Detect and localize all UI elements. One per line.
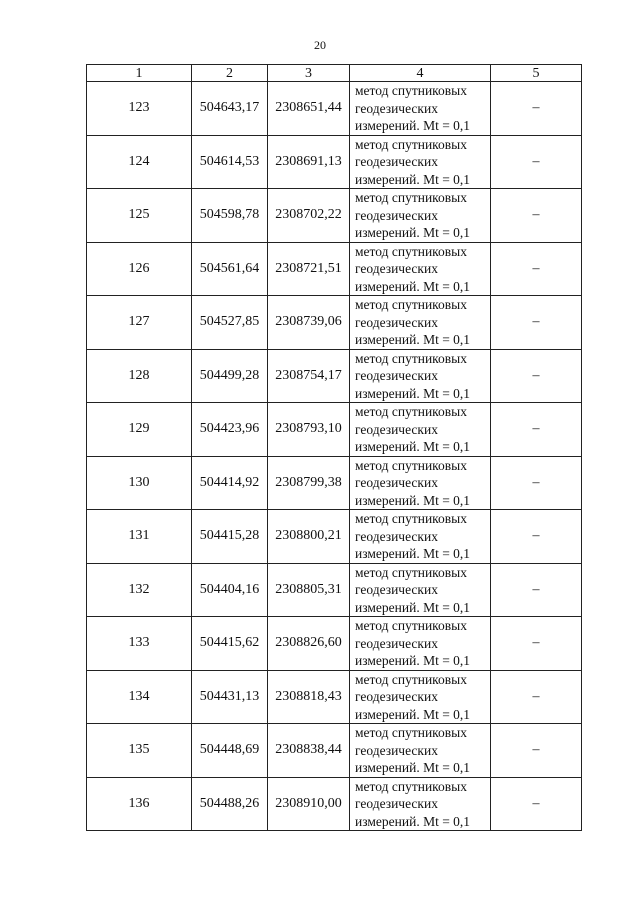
table-row (87, 777, 582, 831)
method-cell (350, 617, 491, 671)
y-coordinate-cell: 2308799,38 (268, 456, 350, 510)
method-cell (350, 135, 491, 189)
method-line: геодезических (355, 261, 438, 276)
page-number: 20 (314, 38, 326, 52)
column-header-4: 4 (350, 65, 491, 82)
column-header-1: 1 (87, 65, 192, 82)
point-number-cell: 124 (87, 135, 192, 189)
method-line: метод спутниковых (355, 297, 467, 312)
method-cell (350, 724, 491, 778)
note-cell: – (491, 296, 582, 350)
note-cell: – (491, 777, 582, 831)
x-coordinate-cell: 504643,17 (192, 82, 268, 136)
method-line: метод спутниковых (355, 404, 467, 419)
point-number-cell: 131 (87, 510, 192, 564)
x-coordinate-cell: 504415,62 (192, 617, 268, 671)
table-row (87, 403, 582, 457)
point-number-cell: 126 (87, 242, 192, 296)
point-number-cell: 129 (87, 403, 192, 457)
y-coordinate-cell: 2308838,44 (268, 724, 350, 778)
coordinates-table (86, 64, 582, 831)
x-coordinate-cell: 504415,28 (192, 510, 268, 564)
method-line: геодезических (355, 689, 438, 704)
table-row (87, 563, 582, 617)
method-line: измерений. Mt = 0,1 (355, 385, 471, 401)
point-number-cell: 135 (87, 724, 192, 778)
note-cell: – (491, 189, 582, 243)
method-cell (350, 349, 491, 403)
table-row (87, 510, 582, 564)
method-line: геодезических (355, 582, 438, 597)
x-coordinate-cell: 504423,96 (192, 403, 268, 457)
method-cell (350, 563, 491, 617)
method-line: измерений. Mt = 0,1 (355, 118, 471, 133)
table-row (87, 82, 582, 136)
table-row (87, 349, 582, 403)
method-cell (350, 242, 491, 296)
y-coordinate-cell: 2308800,21 (268, 510, 350, 564)
column-header-5: 5 (491, 65, 582, 82)
x-coordinate-cell: 504414,92 (192, 456, 268, 510)
x-coordinate-cell: 504431,13 (192, 670, 268, 724)
x-coordinate-cell: 504598,78 (192, 189, 268, 243)
column-header-2: 2 (192, 65, 268, 82)
note-cell: – (491, 456, 582, 510)
method-line: метод спутниковых (355, 778, 467, 794)
point-number-cell: 125 (87, 189, 192, 243)
x-coordinate-cell: 504499,28 (192, 349, 268, 403)
note-cell: – (491, 510, 582, 564)
method-line: геодезических (355, 207, 438, 223)
method-cell (350, 510, 491, 564)
method-line: метод спутниковых (355, 671, 467, 687)
method-line: измерений. Mt = 0,1 (355, 599, 471, 615)
column-header-3: 3 (268, 65, 350, 82)
point-number-cell: 127 (87, 296, 192, 350)
y-coordinate-cell: 2308702,22 (268, 189, 350, 243)
note-cell: – (491, 670, 582, 724)
note-cell: – (491, 563, 582, 617)
y-coordinate-cell: 2308651,44 (268, 82, 350, 136)
x-coordinate-cell: 504614,53 (192, 135, 268, 189)
note-cell: – (491, 403, 582, 457)
point-number-cell: 132 (87, 563, 192, 617)
method-cell (350, 670, 491, 724)
note-cell: – (491, 242, 582, 296)
table-row (87, 296, 582, 350)
table-row (87, 456, 582, 510)
method-cell (350, 456, 491, 510)
method-line: геодезических (355, 421, 438, 437)
table-header (87, 65, 582, 82)
method-line: измерений. Mt = 0,1 (355, 171, 471, 187)
method-line: геодезических (355, 475, 438, 490)
method-line: геодезических (355, 528, 438, 544)
method-line: измерений. Mt = 0,1 (355, 278, 471, 294)
table-body (87, 82, 582, 831)
method-line: геодезических (355, 368, 438, 383)
y-coordinate-cell: 2308754,17 (268, 349, 350, 403)
table-row (87, 189, 582, 243)
x-coordinate-cell: 504561,64 (192, 242, 268, 296)
y-coordinate-cell: 2308826,60 (268, 617, 350, 671)
method-line: геодезических (355, 635, 438, 651)
point-number-cell: 136 (87, 777, 192, 831)
y-coordinate-cell: 2308739,06 (268, 296, 350, 350)
method-line: измерений. Mt = 0,1 (355, 813, 471, 829)
point-number-cell: 123 (87, 82, 192, 136)
point-number-cell: 130 (87, 456, 192, 510)
method-line: метод спутниковых (355, 136, 467, 152)
method-line: геодезических (355, 314, 438, 330)
table-row (87, 670, 582, 724)
method-line: измерений. Mt = 0,1 (355, 439, 471, 454)
method-line: геодезических (355, 154, 438, 169)
note-cell: – (491, 82, 582, 136)
point-number-cell: 128 (87, 349, 192, 403)
method-line: измерений. Mt = 0,1 (355, 706, 471, 722)
point-number-cell: 133 (87, 617, 192, 671)
method-cell (350, 777, 491, 831)
method-line: метод спутниковых (355, 457, 467, 473)
method-cell (350, 189, 491, 243)
method-line: измерений. Mt = 0,1 (355, 760, 471, 775)
y-coordinate-cell: 2308793,10 (268, 403, 350, 457)
method-cell (350, 403, 491, 457)
method-cell (350, 296, 491, 350)
point-number-cell: 134 (87, 670, 192, 724)
method-line: измерений. Mt = 0,1 (355, 492, 471, 508)
method-line: метод спутниковых (355, 511, 467, 526)
header-row (87, 65, 582, 82)
table-row (87, 242, 582, 296)
method-line: измерений. Mt = 0,1 (355, 653, 471, 668)
note-cell: – (491, 724, 582, 778)
method-line: геодезических (355, 100, 438, 116)
y-coordinate-cell: 2308805,31 (268, 563, 350, 617)
y-coordinate-cell: 2308818,43 (268, 670, 350, 724)
method-line: метод спутниковых (355, 350, 467, 366)
method-line: метод спутниковых (355, 243, 467, 259)
method-line: измерений. Mt = 0,1 (355, 225, 471, 240)
method-line: метод спутниковых (355, 725, 467, 740)
method-line: метод спутниковых (355, 83, 467, 98)
table-row (87, 617, 582, 671)
method-line: геодезических (355, 742, 438, 758)
method-cell (350, 82, 491, 136)
method-line: метод спутниковых (355, 564, 467, 580)
note-cell: – (491, 135, 582, 189)
method-line: измерений. Mt = 0,1 (355, 546, 471, 561)
table-row (87, 135, 582, 189)
x-coordinate-cell: 504488,26 (192, 777, 268, 831)
table-row (87, 724, 582, 778)
method-line: метод спутниковых (355, 618, 467, 633)
x-coordinate-cell: 504448,69 (192, 724, 268, 778)
method-line: геодезических (355, 796, 438, 811)
method-line: измерений. Mt = 0,1 (355, 332, 471, 347)
y-coordinate-cell: 2308721,51 (268, 242, 350, 296)
x-coordinate-cell: 504404,16 (192, 563, 268, 617)
note-cell: – (491, 349, 582, 403)
x-coordinate-cell: 504527,85 (192, 296, 268, 350)
y-coordinate-cell: 2308910,00 (268, 777, 350, 831)
y-coordinate-cell: 2308691,13 (268, 135, 350, 189)
note-cell: – (491, 617, 582, 671)
method-line: метод спутниковых (355, 190, 467, 205)
